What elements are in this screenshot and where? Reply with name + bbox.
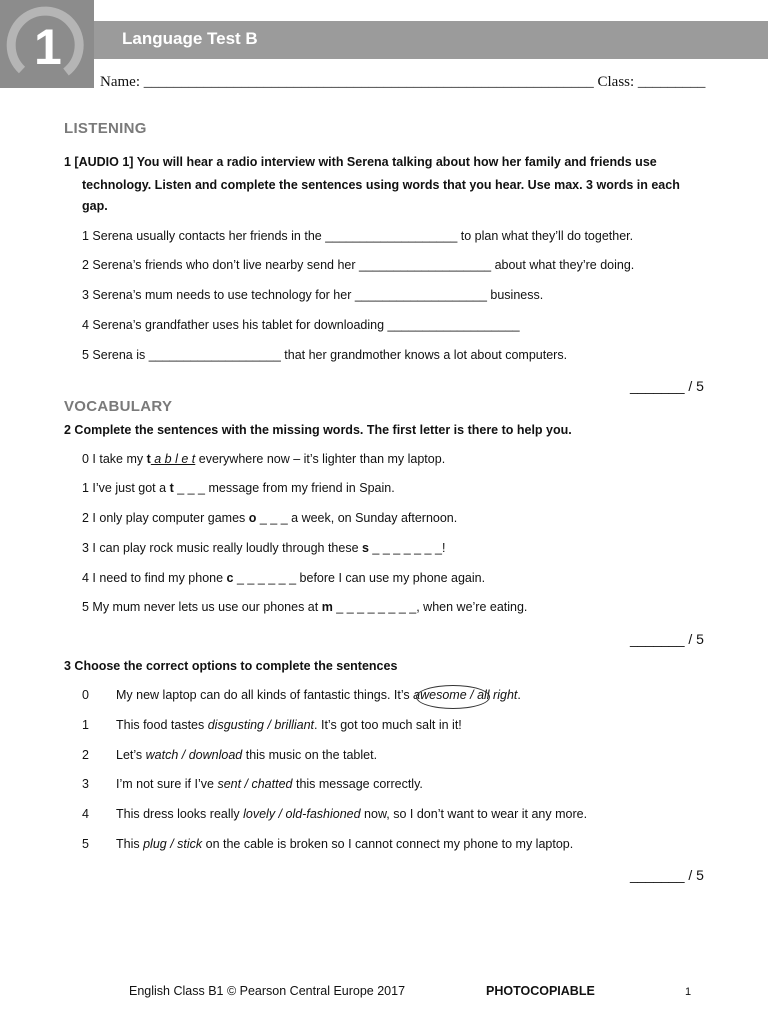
task3-item-number: 4 (82, 807, 89, 821)
task1-title-line3: gap. (82, 199, 108, 213)
task2-title: 2 Complete the sentences with the missing words. The first letter is there to help you. (64, 423, 572, 437)
task3-item: This dress looks really lovely / old-fashioned now, so I don’t want to wear it any more. (116, 807, 588, 821)
task3-item-number: 3 (82, 777, 89, 791)
unit-number: 1 (34, 19, 62, 75)
footer-photocopiable: PHOTOCOPIABLE (486, 984, 595, 998)
task1-title-line2: technology. Listen and complete the sentences using words that you hear. Use max. 3 words in each (82, 178, 680, 192)
task2-item: 1 I’ve just got a t _ _ _ message from my friend in Spain. (82, 481, 395, 495)
task3-item: My new laptop can do all kinds of fantastic things. It’s awesome / all right. (116, 688, 521, 702)
task2-item: 2 I only play computer games o _ _ _ a week, on Sunday afternoon. (82, 511, 458, 525)
footer-copyright: English Class B1 © Pearson Central Europe 2017 (129, 984, 406, 998)
task3-item: I’m not sure if I’ve sent / chatted this message correctly. (116, 777, 423, 791)
task3-item-number: 2 (82, 748, 89, 762)
listening-item: 3 Serena’s mum needs to use technology for her ___________________ business. (82, 288, 544, 302)
task3-item-number: 5 (82, 837, 89, 851)
listening-heading: LISTENING (64, 120, 147, 137)
listening-item: 5 Serena is ___________________ that her grandmother knows a lot about computers. (82, 348, 568, 362)
task3-score: _______ / 5 (630, 867, 704, 883)
unit-badge (0, 0, 94, 88)
listening-item: 1 Serena usually contacts her friends in the ___________________ to plan what they’ll do together. (82, 229, 634, 243)
unit-arc-icon (0, 0, 94, 88)
task2-item: 4 I need to find my phone c _ _ _ _ _ _ before I can use my phone again. (82, 571, 486, 585)
answer-circle (416, 685, 490, 709)
task3-title: 3 Choose the correct options to complete the sentences (64, 659, 398, 673)
task3-item-number: 1 (82, 718, 89, 732)
task3-item: This plug / stick on the cable is broken so I cannot connect my phone to my laptop. (116, 837, 574, 851)
task3-item: This food tastes disgusting / brilliant. It’s got too much salt in it! (116, 718, 462, 732)
name-class-line: Name: ____________________________________________________________ Class: _________ (100, 74, 706, 90)
task3-item-number: 0 (82, 688, 89, 702)
task2-score: _______ / 5 (630, 631, 704, 647)
vocabulary-heading: VOCABULARY (64, 398, 173, 415)
listening-score: _______ / 5 (630, 378, 704, 394)
task3-item: Let’s watch / download this music on the tablet. (116, 748, 378, 762)
task2-item: 5 My mum never lets us use our phones at m _ _ _ _ _ _ _ _, when we’re eating. (82, 600, 528, 614)
task2-item: 0 I take my t a b l e t everywhere now – it’s lighter than my laptop. (82, 452, 446, 466)
listening-item: 4 Serena’s grandfather uses his tablet for downloading ___________________ (82, 318, 520, 332)
header-bar (94, 21, 768, 59)
page-title: Language Test B (122, 29, 258, 48)
page-number: 1 (685, 986, 692, 998)
task2-item: 3 I can play rock music really loudly through these s _ _ _ _ _ _ _! (82, 541, 446, 555)
task1-title-line1: 1 [AUDIO 1] You will hear a radio interview with Serena talking about how her family and friends use (64, 155, 657, 169)
listening-item: 2 Serena’s friends who don’t live nearby send her ___________________ about what they’re doing. (82, 258, 635, 272)
